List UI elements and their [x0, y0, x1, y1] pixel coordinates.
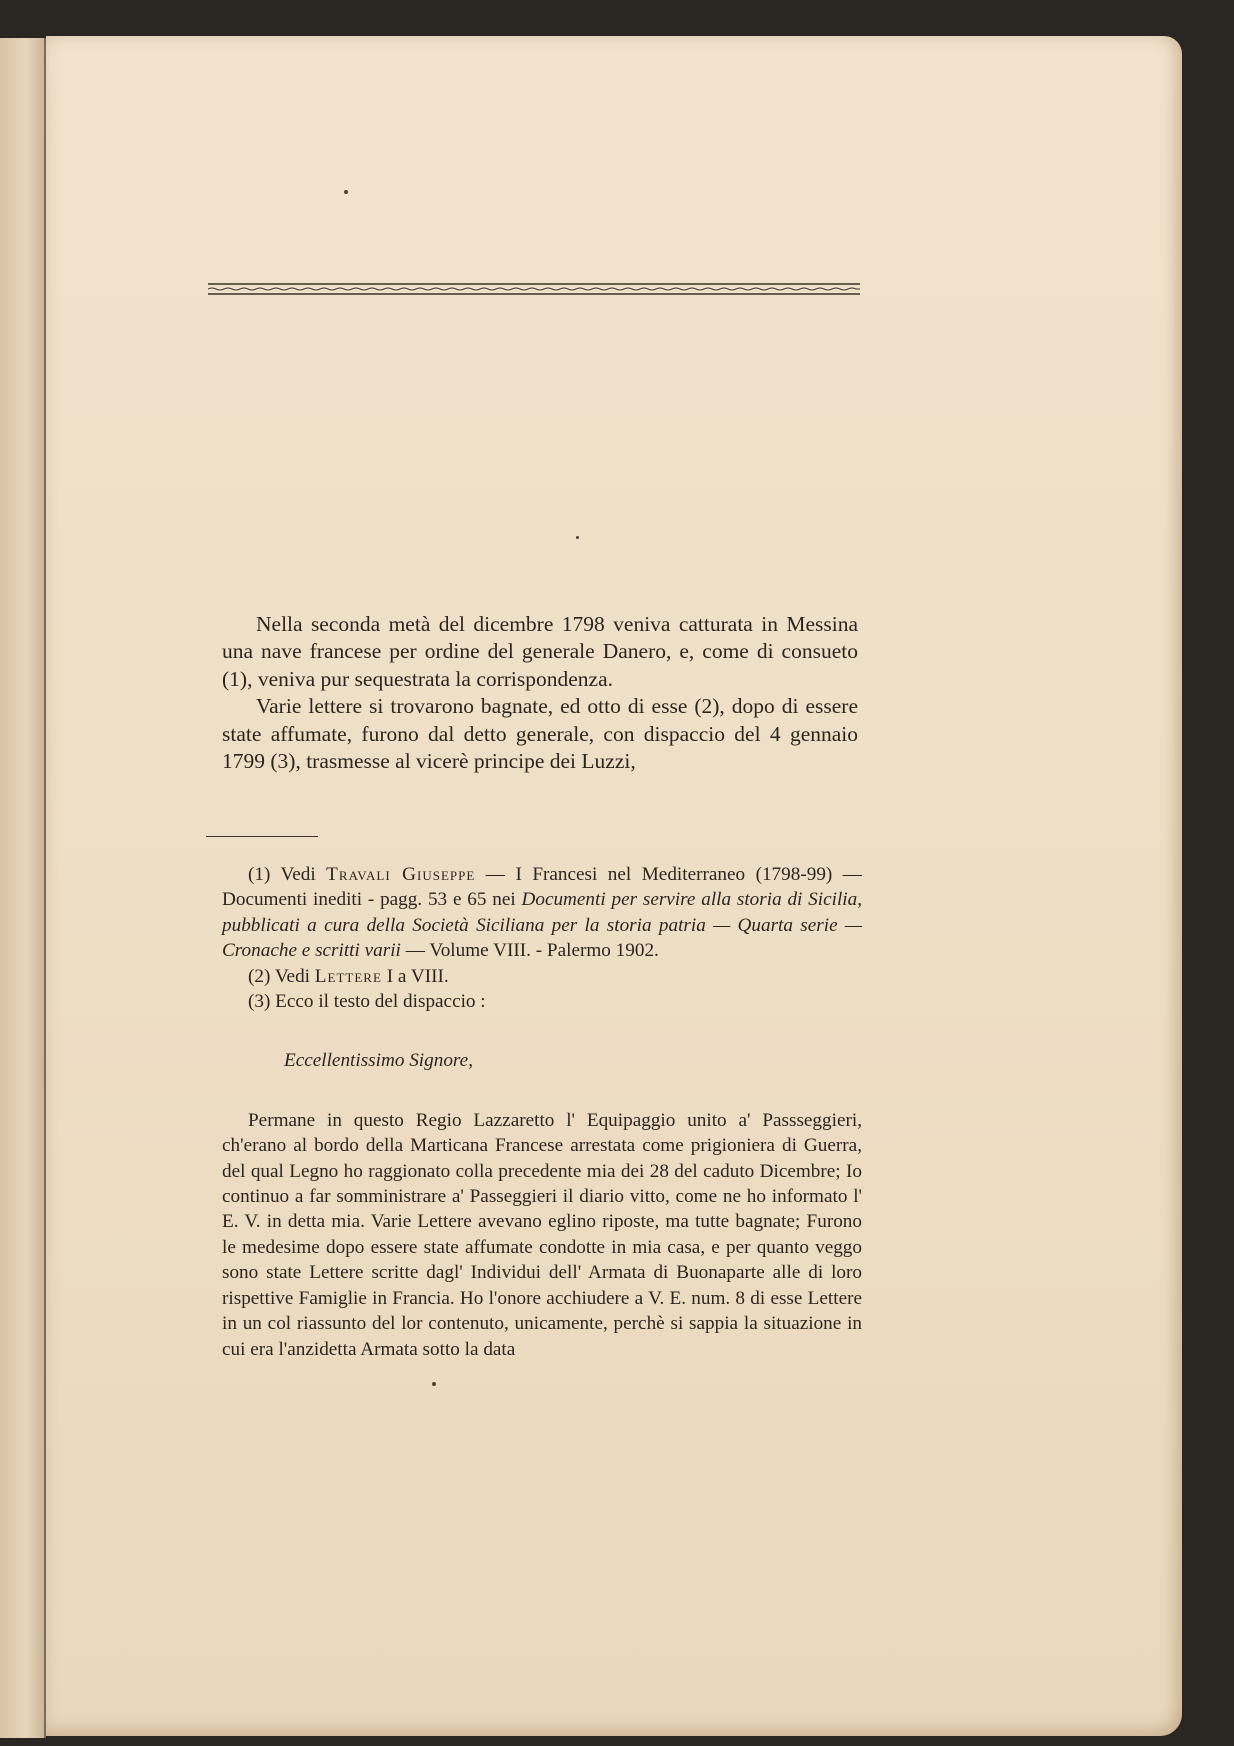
book-page — [46, 36, 1182, 1736]
footnote-2 — [222, 964, 862, 989]
footnote-2-end: I a VIII. — [381, 965, 449, 987]
footnote-3: (3) Ecco il testo del dispaccio : — [248, 991, 486, 1013]
footnote-1-open: (1) Vedi — [248, 864, 327, 885]
footnote-2-caps: Lettere — [314, 965, 382, 987]
decorative-rule — [208, 246, 860, 306]
footnote-1-text: — I Francesi nel Mediterraneo (1798-99) — Documenti inediti - pagg. 53 e 65 nei — [222, 864, 862, 911]
ink-speck — [576, 536, 579, 539]
facing-page-edge — [0, 38, 46, 1738]
footnote-2-open: (2) Vedi — [248, 965, 315, 987]
footnote-1-end: — Volume VIII. - Palermo 1902. — [400, 940, 659, 962]
dispatch-text: Permane in questo Regio Lazzaretto l' Equipaggio unito a' Passseggieri, ch'erano al bordo della Marticana Francese arrestata come prigioniera di Guerra, del qual Legno ho raggionato colla precedente mia dei 28 del caduto Dicembre; Io continuo a far somministrare a' Passeggieri il diario vitto, come ne ho informato l' E. V. in detta mia. Varie Lettere avevano eglino riposte, ma tutte bagnate; Furono le medesime dopo essere state affumate condotte in mia casa, e per quanto veggo sono state Lettere scritte dagl' Individui dell' Armata di Buonaparte alle di loro rispettive Famiglie in Francia. Ho l'onore acchiudere a V. E. num. 8 di esse Lettere in un col riassunto del lor contenuto, unicamente, perchè si sappia la situazione in cui era l'anzidetta Armata sotto la data — [222, 1109, 862, 1360]
footnote-1-series: Documenti per servire alla storia di Sicilia, pubblicati a cura della Società Siciliana per la storia patria — Quarta serie — Cronache e scritti varii — [222, 889, 863, 962]
footnotes — [222, 862, 862, 1362]
main-text — [222, 611, 858, 775]
body-paragraph-2: Varie lettere si trovarono bagnate, ed otto di esse (2), dopo di essere state affumate, furono dal detto generale, con dispaccio del 4 gennaio 1799 (3), trasmesse al vicerè principe dei Luzzi, — [222, 694, 858, 774]
ink-speck — [344, 190, 348, 194]
ink-speck — [432, 1382, 436, 1386]
footnote-separator — [206, 836, 318, 837]
wavy-rule-line — [208, 288, 860, 290]
body-paragraph-1: Nella seconda metà del dicembre 1798 veniva catturata in Messina una nave francese per ordine del generale Danero, e, come di consueto (1), veniva pur sequestrata la corrispondenza. — [222, 612, 858, 691]
footnote-1-author: Travali Giuseppe — [326, 864, 476, 885]
footnote-1 — [222, 862, 862, 964]
dispatch-salutation: Eccellentissimo Signore, — [284, 1050, 473, 1072]
